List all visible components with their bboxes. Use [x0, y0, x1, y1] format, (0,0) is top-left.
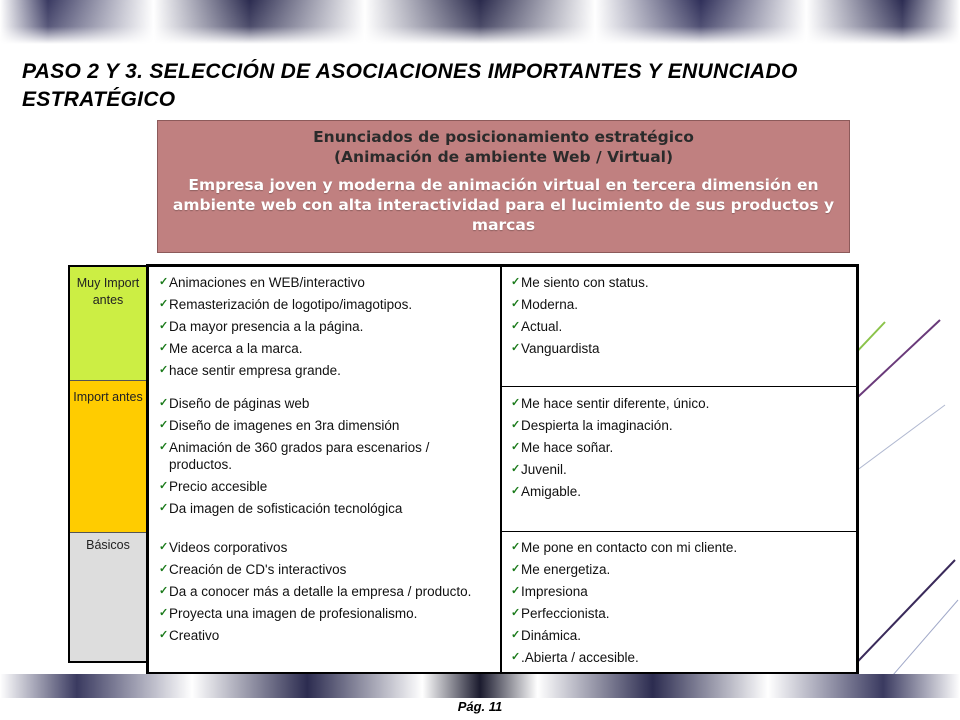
banner-title: [158, 127, 849, 167]
list-item: ✓ Actual.: [511, 318, 847, 335]
column-divider: [500, 267, 502, 672]
cell-row1-functional: [159, 274, 493, 384]
list-item: ✓ Me hace soñar.: [511, 439, 847, 456]
list-item: ✓ Videos corporativos: [159, 539, 479, 556]
level-very-important: Muy Import antes: [70, 267, 146, 380]
cell-row1-emotional: [511, 274, 847, 362]
row-divider-2: [500, 531, 856, 532]
banner-title-line1: Enunciados de posicionamiento estratégico: [313, 128, 694, 146]
list-item: ✓ Creación de CD's interactivos: [159, 561, 479, 578]
list-item: ✓ Me hace sentir diferente, único.: [511, 395, 847, 412]
list-item: ✓ Vanguardista: [511, 340, 847, 357]
positioning-banner: [157, 120, 850, 253]
list-item: ✓ Animaciones en WEB/interactivo: [159, 274, 493, 291]
list-item: ✓ Me pone en contacto con mi cliente.: [511, 539, 847, 556]
associations-table: [146, 264, 859, 675]
row-divider-1: [500, 386, 856, 387]
cell-row2-emotional: [511, 395, 847, 505]
list-item: ✓ Moderna.: [511, 296, 847, 313]
list-item: ✓ Precio accesible: [159, 478, 479, 495]
list-item: ✓ Da a conocer más a detalle la empresa / producto.: [159, 583, 479, 600]
list-item: ✓ Diseño de páginas web: [159, 395, 479, 412]
list-item: ✓ Creativo: [159, 627, 479, 644]
list-item: ✓ Da imagen de sofisticación tecnológica: [159, 500, 479, 517]
page-number: Pág. 11: [457, 699, 503, 714]
list-item: ✓ Dinámica.: [511, 627, 847, 644]
cell-row3-functional: [159, 539, 479, 649]
list-item: ✓ Remasterización de logotipo/imagotipos.: [159, 296, 493, 313]
list-item: ✓ Juvenil.: [511, 461, 847, 478]
list-item: ✓ Proyecta una imagen de profesionalismo.: [159, 605, 479, 622]
cell-row3-emotional: [511, 539, 847, 671]
list-item: ✓ Amigable.: [511, 483, 847, 500]
banner-title-line2: (Animación de ambiente Web / Virtual): [333, 148, 674, 166]
list-item: ✓ .Abierta / accesible.: [511, 649, 847, 666]
list-item: ✓ Me energetiza.: [511, 561, 847, 578]
list-item: ✓ Animación de 360 grados para escenarios / productos.: [159, 439, 479, 473]
list-item: ✓ Me siento con status.: [511, 274, 847, 291]
list-item: ✓ Despierta la imaginación.: [511, 417, 847, 434]
page-title: PASO 2 Y 3. SELECCIÓN DE ASOCIACIONES IMPORTANTES Y ENUNCIADO ESTRATÉGICO: [22, 60, 798, 111]
list-item: ✓ Da mayor presencia a la página.: [159, 318, 493, 335]
bottom-decorative-band: [0, 674, 960, 698]
cell-row2-functional: [159, 395, 479, 522]
banner-statement: Empresa joven y moderna de animación virtual en tercera dimensión en ambiente web con alta interactividad para el lucimiento de sus productos y marcas: [172, 176, 835, 234]
list-item: ✓ Perfeccionista.: [511, 605, 847, 622]
list-item: ✓ Impresiona: [511, 583, 847, 600]
level-basic: Básicos: [70, 532, 146, 661]
list-item: ✓ Me acerca a la marca.: [159, 340, 493, 357]
list-item: ✓ hace sentir empresa grande.: [159, 362, 493, 379]
list-item: ✓ Diseño de imagenes en 3ra dimensión: [159, 417, 479, 434]
importance-levels: [68, 265, 148, 663]
level-important: Import antes: [70, 380, 146, 532]
